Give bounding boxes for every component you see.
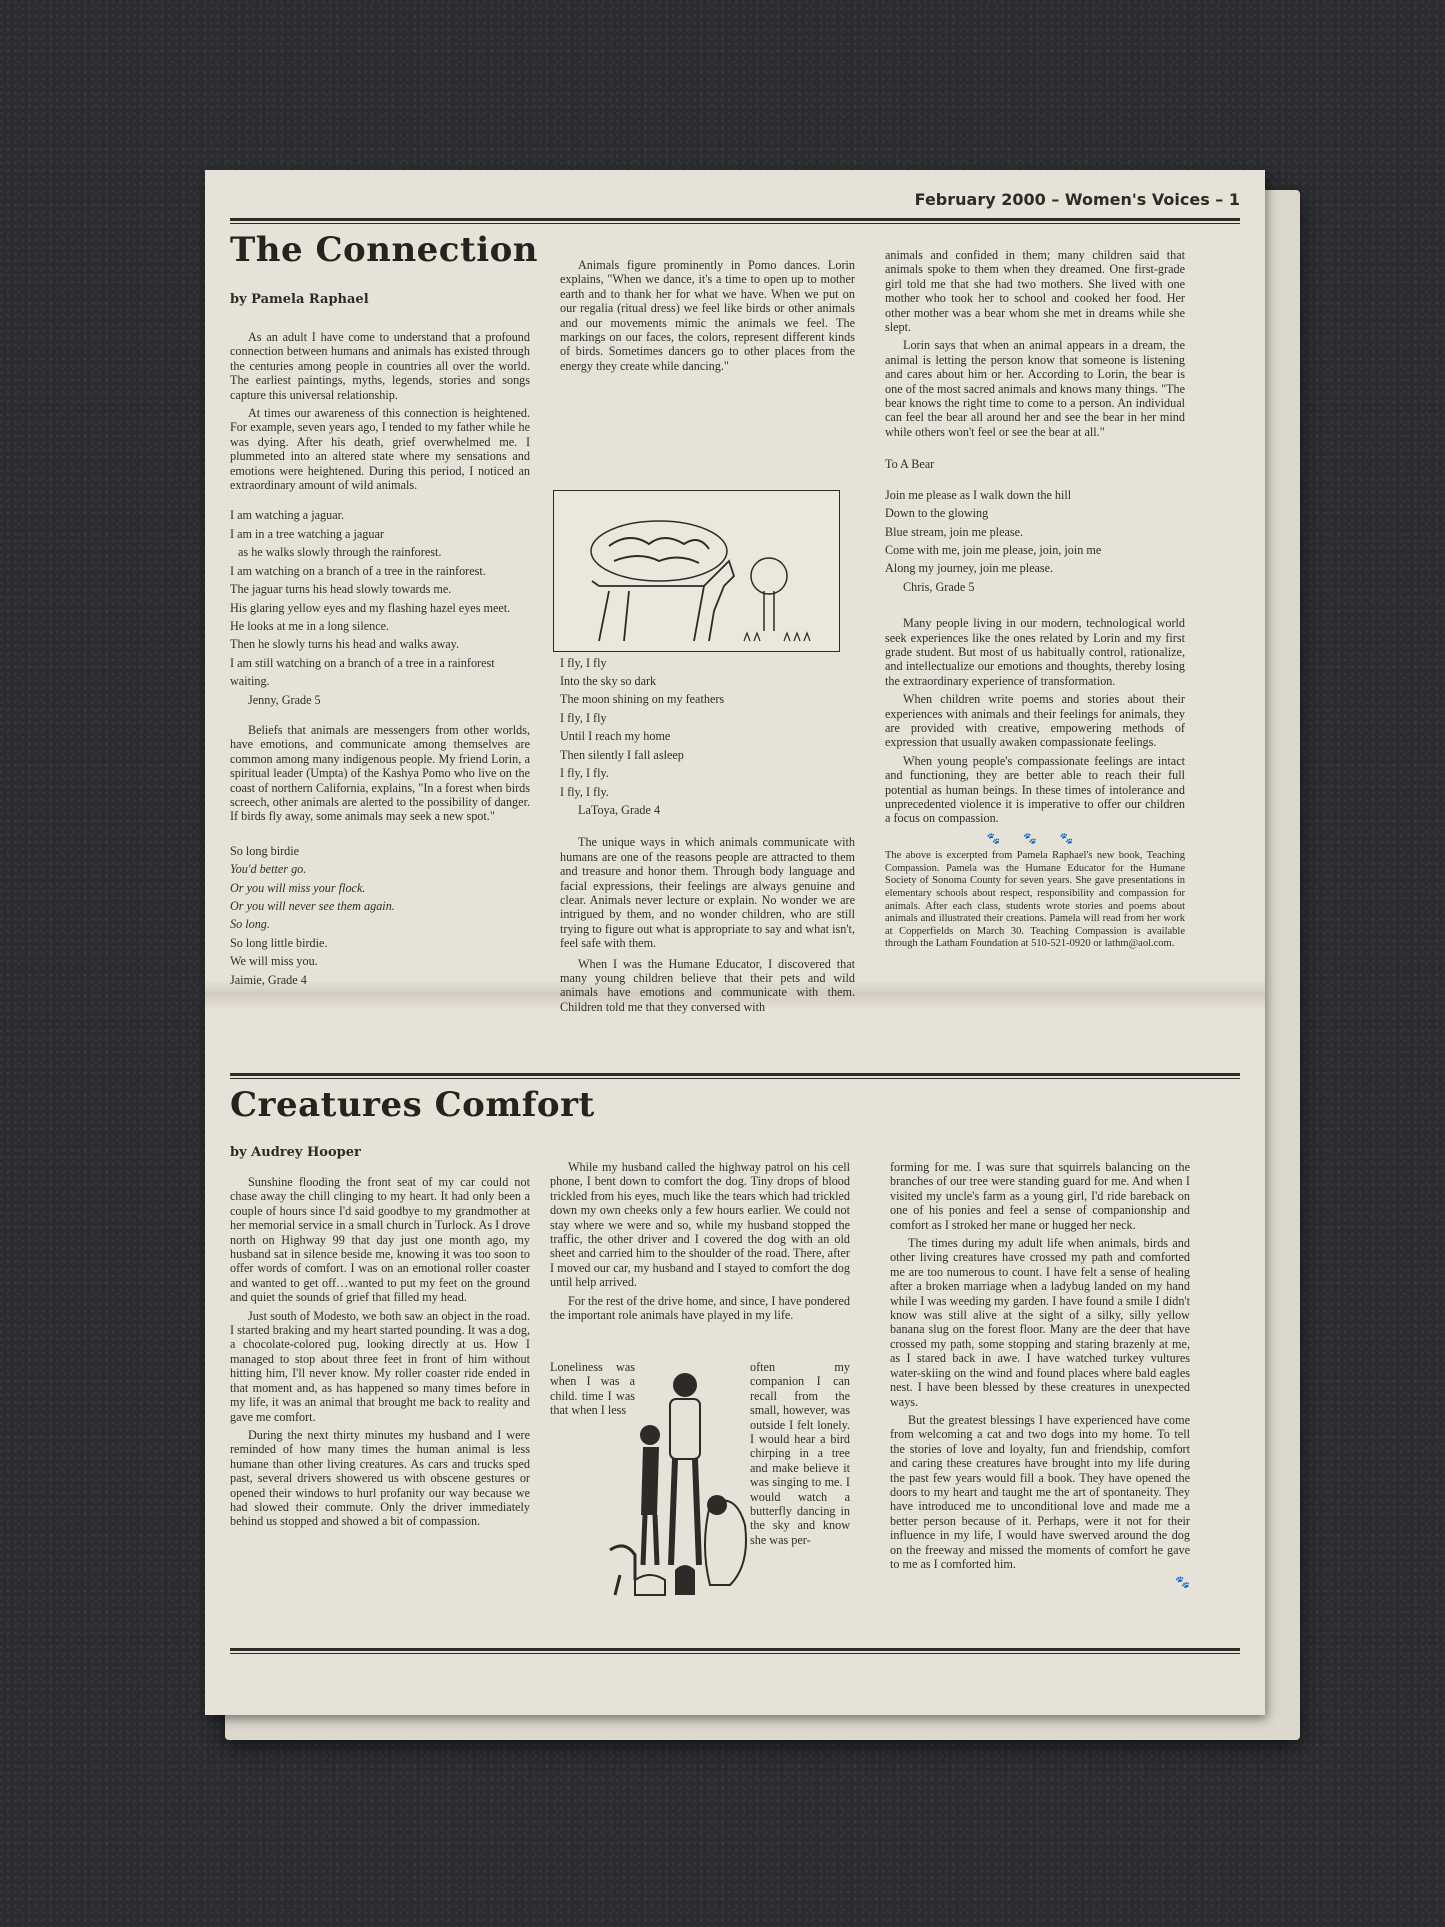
wrap-text-right: often my companion I can recall from the small, however, was outside I felt lonely. I would hear a bird chirping in a tree and make believe it was singing to me. I would watch a butterfly dancing in the sky and know she was per- xyxy=(750,1360,850,1547)
footer-rule xyxy=(230,1648,1240,1651)
paragraph: The unique ways in which animals communicate with humans are one of the reasons people are attracted to them and treasure and honor them. Through body language and facial expressions, their feelings are always genuine and clear. Animals never lecture or explain. No wonder we are intrigued by them, and no wonder children, who are still trying to figure out what is appropriate to say and what isn't, feel safe with them. xyxy=(560,835,855,951)
poem-line: I am in a tree watching a jaguar xyxy=(230,526,384,541)
author-note: The above is excerpted from Pamela Raphael's new book, Teaching Compassion. Pamela was the Humane Educator for the Humane Society of Sonoma County for seven years. She gave presentations in elementary schools about respect, responsibility and compassion for animals. After each class, students wrote stories and poems about animals and illustrated their creations. Pamela will read from her work at Copperfields on March 30. Teaching Compassion is available through the Latham Foundation at 510-521-0920 or lathm@aol.com. xyxy=(885,850,1185,950)
byline: by Pamela Raphael xyxy=(230,292,369,307)
poem-to-a-bear xyxy=(885,486,1185,596)
poem-birdie xyxy=(230,842,530,989)
wrap-text-left: Loneliness was when I was a child. time I was that when I less xyxy=(550,1360,635,1418)
article-title: Creatures Comfort xyxy=(230,1085,595,1125)
paragraph: At times our awareness of this connection is heightened. For example, seven years ago, I tended to my father while he was dying. After his death, grief overwhelmed me. I plummeted into an altered state where my sensations and emotions were heightened. During this period, I noticed an extraordinary amount of wild animals. xyxy=(230,406,530,493)
section-rule-thin xyxy=(230,1078,1240,1079)
poem-line: You'd better go. xyxy=(230,862,307,877)
poem-line: I fly, I fly xyxy=(560,710,607,725)
article2-column-3 xyxy=(890,1160,1190,1590)
paw-print-icon: 🐾 🐾 🐾 xyxy=(986,832,1084,845)
paragraph: Many people living in our modern, technological world seek experiences like the ones related by Lorin and my first grade student. But most of us habitually control, rationalize, and intellectualize our emotions and thoughts, thereby losing the extraordinary experience of transformation. xyxy=(885,616,1185,688)
paragraph: Just south of Modesto, we both saw an object in the road. I started braking and my heart started pounding. It was a dog, a chocolate-colored pug, looking directly at us. How I managed to stop about three feet in front of him without hitting him, I'll never know. My roller coaster ride ended in that moment and, as has happened so many times before in my life, it was an animal that brought me back to reality and gave me comfort. xyxy=(230,1308,530,1424)
people-with-pets-illustration xyxy=(605,1365,755,1605)
paragraph: Lorin says that when an animal appears in a dream, the animal is letting the person know that someone is listening and cares about him or her. According to Lorin, the bear is one of the most sacred animals and knows many things. "The bear knows the right time to come to a person. An individual can feel the bear all around her and see the bear in her mind while others won't feel or see the bear at all." xyxy=(885,338,1185,439)
poem-line: I fly, I fly. xyxy=(560,766,609,781)
poem-title: To A Bear xyxy=(885,457,935,472)
paragraph: As an adult I have come to understand that a profound connection between humans and animals has existed through the centuries among people in countries all over the world. The earliest paintings, myths, legends, stories and songs capture this universal relationship. xyxy=(230,330,530,402)
paragraph: While my husband called the highway patrol on his cell phone, I bent down to comfort the dog. Tiny drops of blood trickled from his eyes, much like the tears which had trickled down my own cheeks only a few hours earlier. We could not stay where we were and so, while my husband stopped the traffic, the other driver and I covered the dog with an old sheet and carried him to the shoulder of the road. There, after I moved our car, my husband and I stayed to comfort the dog until help arrived. xyxy=(550,1160,850,1290)
poem-line: So long birdie xyxy=(230,843,300,858)
poem-line: I am watching on a branch of a tree in the rainforest. xyxy=(230,563,486,578)
poem-line: I am watching a jaguar. xyxy=(230,508,345,523)
poem-signature: Chris, Grade 5 xyxy=(903,579,975,594)
header-rule-thin xyxy=(230,223,1240,224)
byline: by Audrey Hooper xyxy=(230,1145,361,1160)
poem-line: Join me please as I walk down the hill xyxy=(885,487,1072,502)
article2-column-1 xyxy=(230,1175,530,1533)
running-head: February 2000 – Women's Voices – 1 xyxy=(914,190,1240,209)
poem-signature: Jaimie, Grade 4 xyxy=(230,972,307,987)
paragraph: When children write poems and stories about their experiences with animals and their feelings for animals, they are provided with creative, empowering methods of expression that usually awaken compassionate feelings. xyxy=(885,692,1185,750)
poem-line: Down to the glowing xyxy=(885,506,989,521)
paragraph: The times during my adult life when animals, birds and other living creatures have crossed my path and comforted me are too numerous to count. I have felt a sense of healing after a broken marriage when a ladybug landed on my hand while I was weeding my garden. I have found a smile I didn't know was still alive at the sight of a silky, silly yellow banana slug on the forest floor. Many are the deer that have crossed my path, some stopping and staring brazenly at me, as I stared back in awe. I have watched turkey vultures water-skiing on the wind and found places where bald eagles nest. I have been blessed by these creatures in unexpected ways. xyxy=(890,1236,1190,1409)
section-rule xyxy=(230,1073,1240,1076)
footer-rule-thin xyxy=(230,1653,1240,1654)
poem-line: So long little birdie. xyxy=(230,935,328,950)
article1-column-3 xyxy=(885,248,1185,951)
poem-line: So long. xyxy=(230,917,270,932)
poem-line: Along my journey, join me please. xyxy=(885,561,1054,576)
poem-line: His glaring yellow eyes and my flashing hazel eyes meet. xyxy=(230,600,511,615)
poem-line: Come with me, join me please, join, join me xyxy=(885,542,1102,557)
article2-column-2 xyxy=(550,1160,850,1326)
paragraph: When I was the Humane Educator, I discovered that many young children believe that their pets and wild animals have emotions and communicate with them. Children told me that they conversed with xyxy=(560,956,855,1014)
paragraph: Beliefs that animals are messengers from other worlds, have emotions, and communicate among themselves are common among many indigenous people. My friend Lorin, a spiritual leader (Umpta) of the Kashya Pomo who live on the coast of northern California, explains, "In a forest when birds screech, other animals are alerted to the possibility of danger. If birds fly away, some animals may seek a new spot." xyxy=(230,722,530,824)
end-mark-paw-icon: 🐾 xyxy=(1175,1575,1190,1590)
child-drawing-illustration xyxy=(553,490,840,652)
poem-line: Then he slowly turns his head and walks away. xyxy=(230,637,460,652)
article-title: The Connection xyxy=(230,230,539,270)
poem-line: The moon shining on my feathers xyxy=(560,692,725,707)
poem-signature: Jenny, Grade 5 xyxy=(248,692,321,707)
poem-line: I fly, I fly xyxy=(560,655,607,670)
poem-line: I fly, I fly. xyxy=(560,784,609,799)
poem-line: We will miss you. xyxy=(230,954,318,969)
poem-line: Blue stream, join me please. xyxy=(885,524,1024,539)
poem-bird-song xyxy=(560,654,855,820)
paragraph: Sunshine flooding the front seat of my car could not chase away the chill clinging to my heart. It had only been a couple of hours since I'd said goodbye to my grandmother at her memorial service in a small church in Turlock. As I drove north on Highway 99 that day just one month ago, my husband sat in silence beside me, knowing it was too soon to offer words of comfort. I was on an emotional roller coaster and wanted to get off…wanted to put my feet on the ground and quiet the sounds of grief that filled my head. xyxy=(230,1175,530,1305)
paragraph: During the next thirty minutes my husband and I were reminded of how many times the human animal is less humane than other living creatures. As cars and trucks sped past, several drivers showered us with obscene gestures or opened their windows to hurl profanity our way because we had slowed their commute. Only the driver immediately behind us stopped and showed a bit of compassion. xyxy=(230,1427,530,1529)
poem-line: Until I reach my home xyxy=(560,729,671,744)
poem-line: Then silently I fall asleep xyxy=(560,747,684,762)
article1-column-1 xyxy=(230,330,530,989)
poem-jaguar xyxy=(230,506,530,708)
poem-line: Or you will miss your flock. xyxy=(230,880,366,895)
paragraph: forming for me. I was sure that squirrels balancing on the branches of our tree were standing guard for me. And when I visited my uncle's farm as a young girl, I'd ride bareback on one of his ponies and feel a sense of companionship and comfort as I stroked her mane or hugged her neck. xyxy=(890,1160,1190,1232)
poem-line: Or you will never see them again. xyxy=(230,899,395,913)
paragraph: For the rest of the drive home, and since, I have pondered the important role animals have played in my life. xyxy=(550,1293,850,1323)
header-rule xyxy=(230,218,1240,221)
poem-line: Into the sky so dark xyxy=(560,674,657,689)
newspaper-page xyxy=(205,170,1265,1715)
poem-signature: LaToya, Grade 4 xyxy=(578,802,661,817)
poem-line: He looks at me in a long silence. xyxy=(230,618,390,633)
poem-line: The jaguar turns his head slowly towards me. xyxy=(230,582,452,597)
paragraph: But the greatest blessings I have experienced have come from welcoming a cat and two dogs into my home. To tell the stories of love and loyalty, fun and friendship, comfort and caring these creatures have brought into my life during the past few years would fill a book. They have opened the doors to my heart and taught me the art of spontaneity. They have introduced me to unconditional love and made me a better person because of it. Perhaps, were it not for their influence in my life, I would have swerved around the dog on the freeway and missed the moments of comfort he gave to me as I comforted him. xyxy=(890,1412,1190,1571)
paragraph: Animals figure prominently in Pomo dances. Lorin explains, "When we dance, it's a time to open up to mother earth and to thank her for what we have. When we put on our regalia (ritual dress) we feel like birds or other animals and our movements mimic the animals we feel. The markings on our faces, the colors, represent different kinds of birds. Sometimes dancers go to other places from the energy they create while dancing." xyxy=(560,258,855,373)
poem-line: I am still watching on a branch of a tree in a rainforest waiting. xyxy=(230,655,495,689)
poem-line: as he walks slowly through the rainforest. xyxy=(238,545,442,560)
paragraph: When young people's compassionate feelings are intact and functioning, they are better able to reach their full potential as human beings. In these times of intolerance and unprecedented violence it is imperative to offer our children a focus on compassion. xyxy=(885,753,1185,826)
paragraph: animals and confided in them; many children said that animals spoke to them when they dreamed. One first-grade girl told me that she had two mothers. She lived with one mother who took her to school and cooked her food. Her other mother was a bear whom she met in dreams while she slept. xyxy=(885,248,1185,335)
